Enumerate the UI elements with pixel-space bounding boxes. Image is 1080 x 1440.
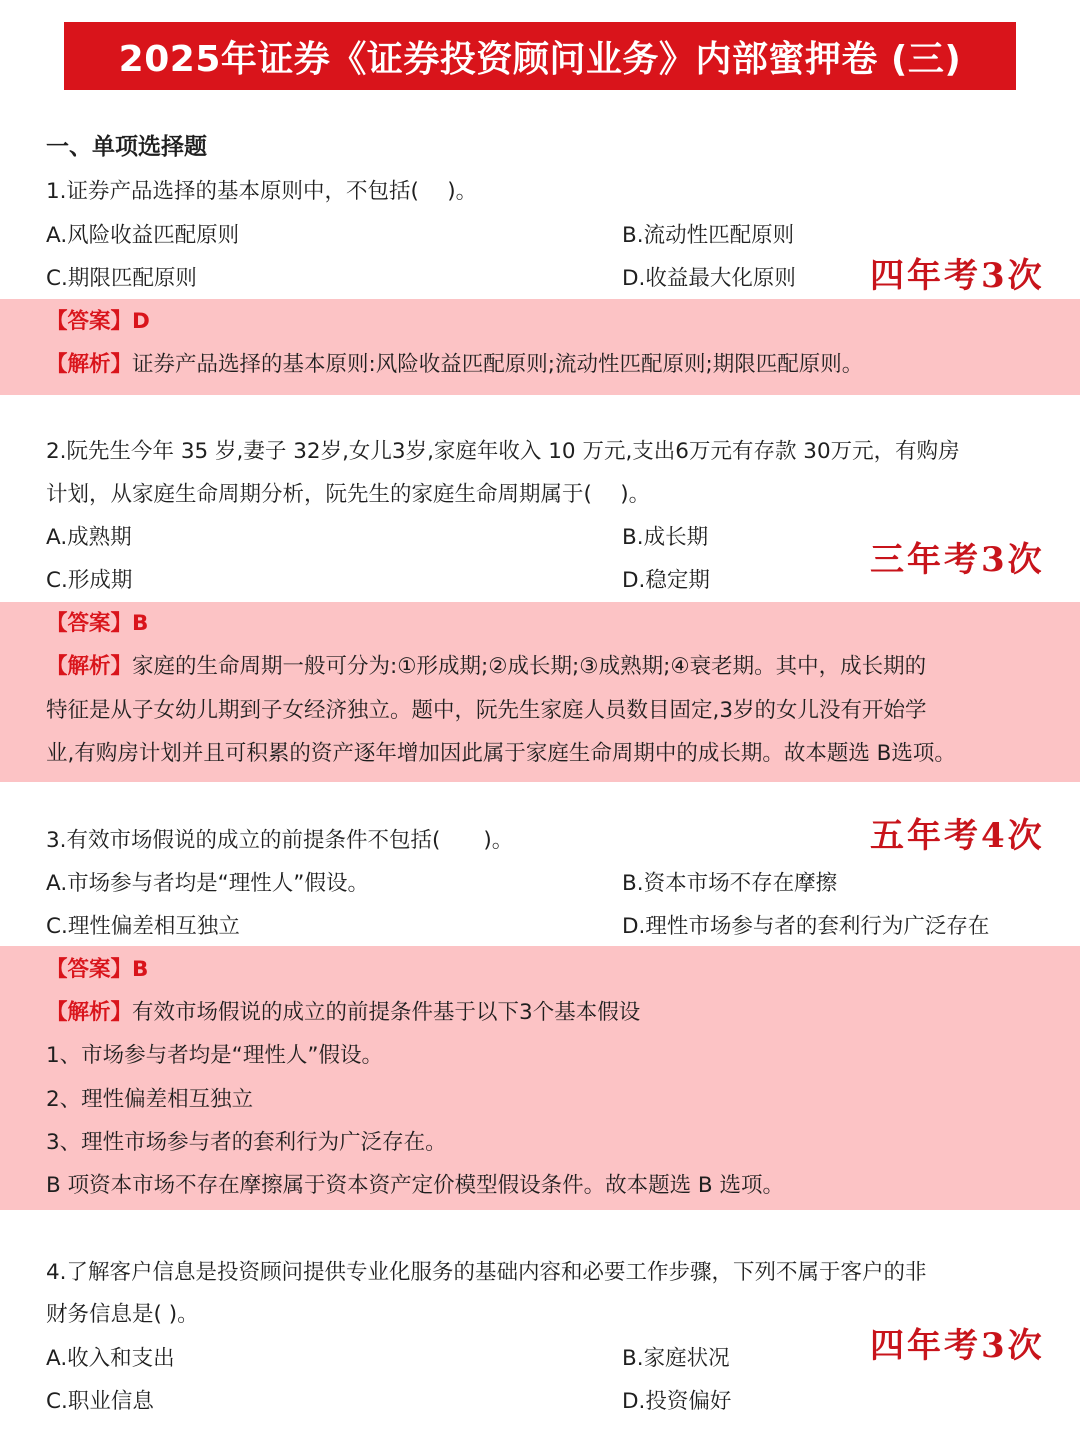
answer-value: D: [132, 309, 150, 334]
q1-frequency-stamp: 四年考3次: [870, 256, 1045, 296]
q1-option-b: B.流动性匹配原则: [622, 223, 795, 248]
q2-stem-line1: 2.阮先生今年 35 岁,妻子 32岁,女儿3岁,家庭年收入 10 万元,支出6万元有存款 30万元，有购房: [46, 439, 960, 464]
q4-option-a: A.收入和支出: [46, 1346, 175, 1371]
q1-analysis: [46, 350, 863, 380]
q3-option-b: B.资本市场不存在摩擦: [622, 871, 838, 896]
q3-stem: 3.有效市场假说的成立的前提条件不包括( )。: [46, 828, 514, 853]
q3-analysis-line4: 3、理性市场参与者的套利行为广泛存在。: [46, 1130, 447, 1155]
q2-analysis: [46, 652, 926, 682]
q3-option-a: A.市场参与者均是“理性人”假设。: [46, 871, 369, 896]
q2-analysis-line3: 业,有购房计划并且可积累的资产逐年增加因此属于家庭生命周期中的成长期。故本题选 B选项。: [46, 741, 956, 766]
q2-option-a: A.成熟期: [46, 525, 132, 550]
q4-option-c: C.职业信息: [46, 1389, 154, 1414]
analysis-label: 【解析】: [46, 1000, 133, 1025]
q2-answer: [46, 609, 148, 639]
q4-option-b: B.家庭状况: [622, 1346, 730, 1371]
q3-option-c: C.理性偏差相互独立: [46, 914, 240, 939]
q4-frequency-stamp: 四年考3次: [870, 1326, 1045, 1366]
q4-stem-line2: 财务信息是( )。: [46, 1302, 199, 1327]
q3-option-d: D.理性市场参与者的套利行为广泛存在: [622, 914, 990, 939]
analysis-label: 【解析】: [46, 352, 133, 377]
q2-option-d: D.稳定期: [622, 568, 710, 593]
q3-frequency-stamp: 五年考4次: [870, 816, 1045, 856]
q3-analysis-line5: B 项资本市场不存在摩擦属于资本资产定价模型假设条件。故本题选 B 选项。: [46, 1173, 785, 1198]
q2-analysis-line2: 特征是从子女幼儿期到子女经济独立。题中，阮先生家庭人员数目固定,3岁的女儿没有开始学: [46, 698, 927, 723]
title-banner: [64, 22, 1016, 90]
page-title: 2025年证券《证券投资顾问业务》内部蜜押卷 (三): [118, 38, 962, 80]
q3-analysis-line2: 1、市场参与者均是“理性人”假设。: [46, 1043, 383, 1068]
answer-label: 【答案】: [46, 957, 133, 982]
answer-label: 【答案】: [46, 611, 133, 636]
q2-frequency-stamp: 三年考3次: [870, 540, 1045, 580]
analysis-text: 家庭的生命周期一般可分为:①形成期;②成长期;③成熟期;④衰老期。其中，成长期的: [132, 654, 927, 679]
q1-option-d: D.收益最大化原则: [622, 266, 796, 291]
analysis-text: 有效市场假说的成立的前提条件基于以下3个基本假设: [132, 1000, 641, 1025]
q3-answer: [46, 955, 148, 985]
answer-value: B: [132, 957, 149, 982]
q1-option-c: C.期限匹配原则: [46, 266, 197, 291]
section-title: 一、单项选择题: [46, 134, 207, 160]
q2-option-c: C.形成期: [46, 568, 133, 593]
q2-stem-line2: 计划，从家庭生命周期分析，阮先生的家庭生命周期属于( )。: [46, 482, 651, 507]
q2-option-b: B.成长期: [622, 525, 709, 550]
q3-analysis-line3: 2、理性偏差相互独立: [46, 1087, 254, 1112]
q1-answer-box: [0, 299, 1080, 395]
q3-analysis: [46, 998, 640, 1028]
q4-option-d: D.投资偏好: [622, 1389, 732, 1414]
answer-label: 【答案】: [46, 309, 133, 334]
q1-stem: 1.证券产品选择的基本原则中，不包括( )。: [46, 179, 478, 204]
answer-value: B: [132, 611, 149, 636]
q4-stem-line1: 4.了解客户信息是投资顾问提供专业化服务的基础内容和必要工作步骤，下列不属于客户的非: [46, 1260, 927, 1285]
analysis-text: 证券产品选择的基本原则:风险收益匹配原则;流动性匹配原则;期限匹配原则。: [132, 352, 864, 377]
analysis-label: 【解析】: [46, 654, 133, 679]
q1-option-a: A.风险收益匹配原则: [46, 223, 240, 248]
q1-answer: [46, 307, 150, 337]
